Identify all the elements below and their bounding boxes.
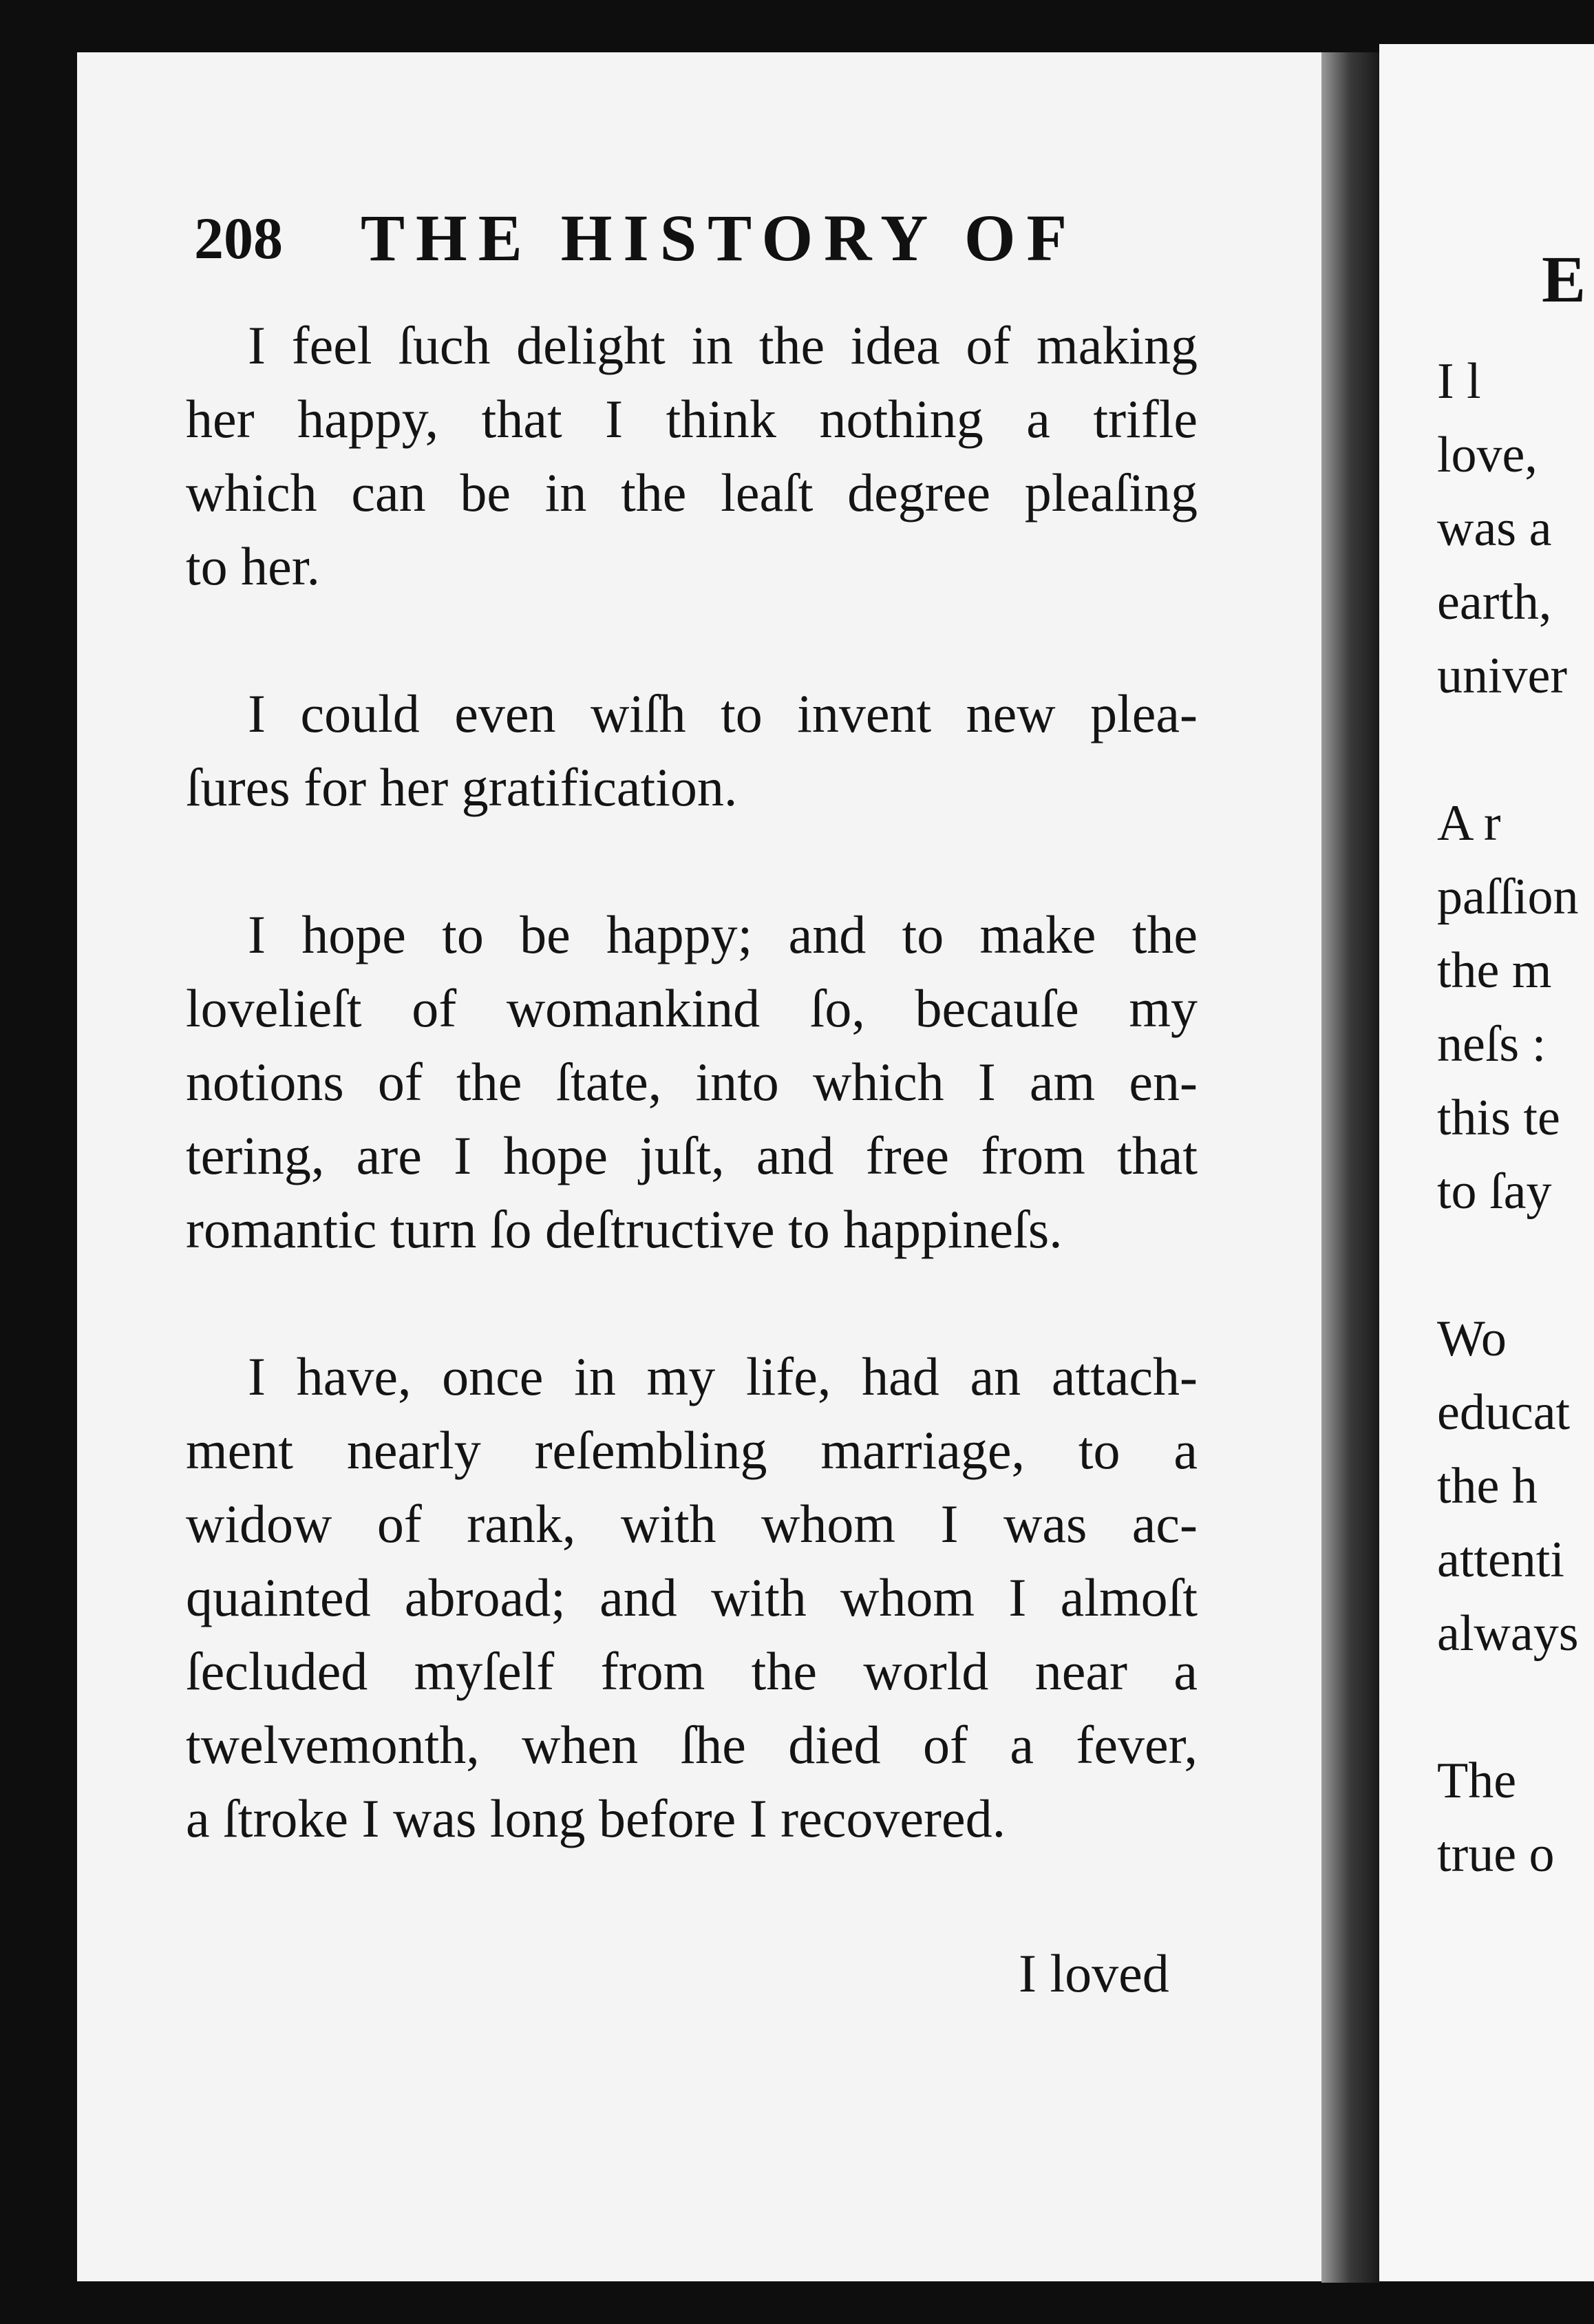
paragraph-2 (186, 677, 1198, 824)
body-text (186, 308, 1198, 1929)
text-line: I hope to be happy; and to make the (248, 905, 1198, 964)
right-line-fragment: Wo (1437, 1311, 1507, 1367)
text-line: I could even wiſh to invent new plea- (248, 684, 1198, 743)
text-line: ſecluded myſelf from the world near a (186, 1641, 1198, 1701)
text-line: I have, once in my life, had an attach- (248, 1346, 1198, 1406)
right-line-fragment: love, (1437, 427, 1538, 483)
right-page (1379, 44, 1594, 2281)
right-line-fragment: the h (1437, 1458, 1538, 1514)
right-line-fragment: the m (1437, 942, 1552, 999)
right-line-fragment: this te (1437, 1090, 1560, 1146)
right-line-fragment: The (1437, 1753, 1517, 1809)
book-gutter (1321, 52, 1379, 2283)
right-line-fragment: attenti (1437, 1532, 1564, 1588)
text-line: tering, are I hope juſt, and free from that (186, 1126, 1198, 1185)
right-line-fragment: paſſion (1437, 869, 1579, 925)
text-line: quainted abroad; and with whom I almoſt (186, 1567, 1198, 1627)
right-running-head: E (1542, 242, 1586, 316)
paragraph-1 (186, 308, 1198, 603)
right-line-fragment: always (1437, 1605, 1579, 1662)
right-line-fragment: neſs : (1437, 1016, 1547, 1073)
text-line: lovelieſt of womankind ſo, becauſe my (186, 978, 1198, 1038)
running-head (187, 190, 1206, 273)
text-line: I feel ſuch delight in the idea of making (248, 315, 1198, 375)
text-line: which can be in the leaſt degree pleaſing (186, 463, 1198, 522)
paragraph-3 (186, 898, 1198, 1266)
text-line: her happy, that I think nothing a trifle (186, 389, 1198, 449)
page-number: 208 (194, 205, 283, 271)
text-line: romantic turn ſo deſtructive to happineſs. (186, 1199, 1063, 1259)
right-line-fragment: true o (1437, 1826, 1555, 1883)
text-line: to her. (186, 536, 320, 596)
right-line-fragment: was a (1437, 500, 1552, 557)
right-line-fragment: earth, (1437, 574, 1552, 631)
text-line: notions of the ſtate, into which I am en- (186, 1052, 1198, 1112)
text-line: ſures for her gratification. (186, 757, 738, 817)
right-line-fragment: A r (1437, 795, 1501, 852)
right-line-fragment: I l (1437, 353, 1481, 410)
right-line-fragment: educat (1437, 1384, 1571, 1441)
paragraph-4 (186, 1340, 1198, 1855)
catchword: I loved (1019, 1943, 1169, 2003)
text-line: ment nearly reſembling marriage, to a (186, 1420, 1198, 1480)
running-head-title: THE HISTORY OF (361, 201, 1078, 275)
text-line: widow of rank, with whom I was ac- (186, 1494, 1198, 1554)
text-line: twelvemonth, when ſhe died of a fever, (186, 1715, 1198, 1775)
right-line-fragment: to ſay (1437, 1163, 1552, 1220)
right-line-fragment: univer (1437, 648, 1568, 704)
text-line: a ſtroke I was long before I recovered. (186, 1788, 1006, 1848)
